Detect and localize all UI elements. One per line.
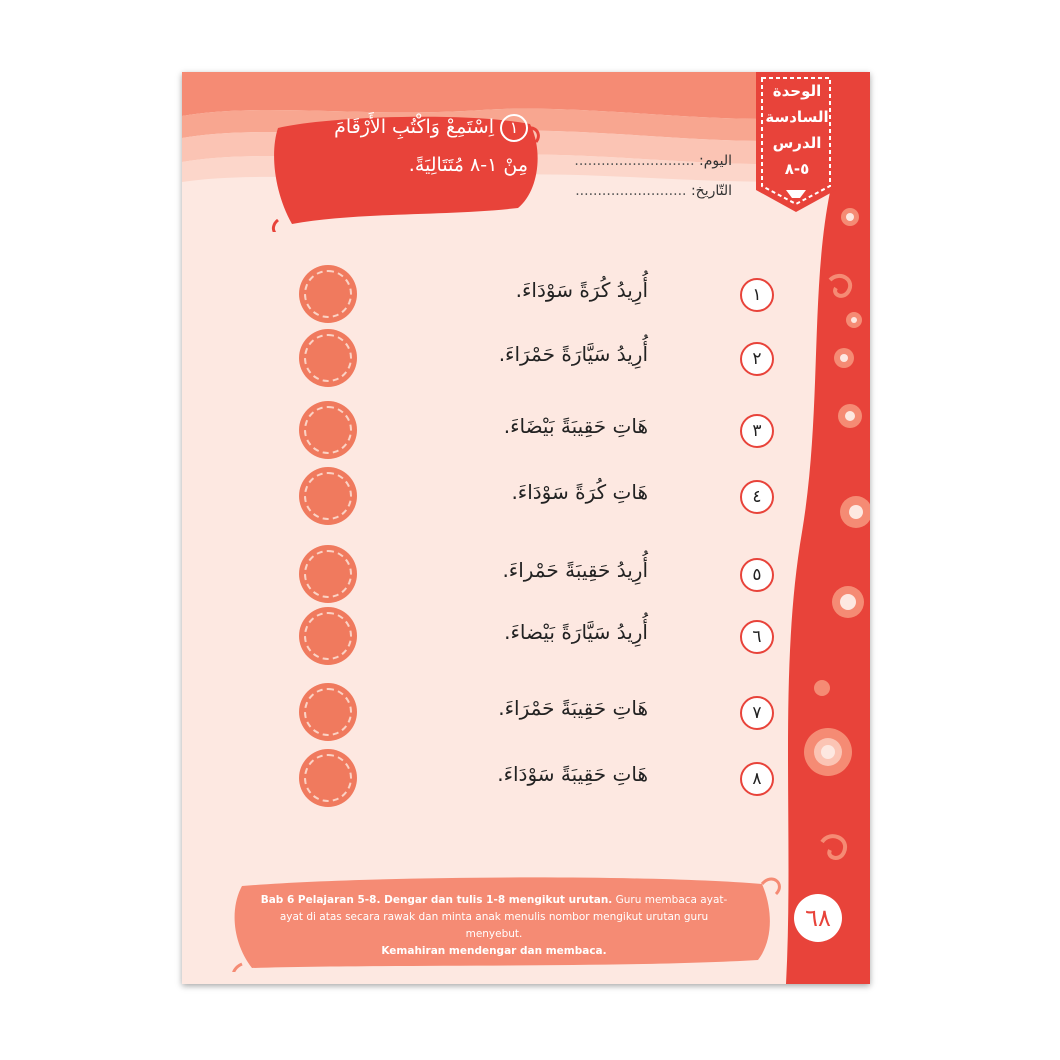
row-number: ١	[740, 278, 774, 312]
exercise-title-line1: اِسْتَمِعْ وَاكْتُبِ الأَرْقَامَ	[334, 116, 494, 138]
row-number: ٥	[740, 558, 774, 592]
sentence-row	[182, 544, 870, 604]
date-fields	[552, 146, 732, 206]
sentence-row	[182, 748, 870, 808]
row-number: ٢	[740, 342, 774, 376]
sentence-row	[182, 466, 870, 526]
sentence-text: هَاتِ حَقِيبَةً سَوْدَاءَ.	[497, 762, 648, 786]
sentence-text: أُرِيدُ سَيَّارَةً حَمْرَاءَ.	[498, 342, 648, 366]
row-number: ٧	[740, 696, 774, 730]
unit-number: السادسة	[765, 108, 829, 126]
answer-circle[interactable]	[300, 608, 356, 664]
unit-tag-text	[758, 78, 836, 206]
date-field[interactable]: .........................	[575, 183, 687, 199]
page-number: ٦٨	[794, 894, 842, 942]
row-number: ٦	[740, 620, 774, 654]
row-number: ٤	[740, 480, 774, 514]
answer-circle[interactable]	[300, 402, 356, 458]
date-label: التّاريخ:	[690, 183, 732, 199]
day-label: اليوم:	[699, 153, 732, 169]
answer-circle[interactable]	[300, 546, 356, 602]
answer-circle[interactable]	[300, 750, 356, 806]
sentence-text: هَاتِ حَقِيبَةً حَمْرَاءَ.	[498, 696, 648, 720]
sentence-text: أُرِيدُ حَقِيبَةً حَمْراءَ.	[502, 558, 648, 582]
lesson-label: الدرس ٥-٨	[772, 134, 822, 178]
teacher-note-body: Guru membaca ayat-ayat di atas secara rawak dan minta anak menulis nombor mengikut urutan guru menyebut.	[279, 894, 728, 940]
sentence-row	[182, 400, 870, 460]
row-number: ٣	[740, 414, 774, 448]
sentence-text: هَاتِ حَقِيبَةً بَيْضَاءَ.	[503, 414, 648, 438]
answer-circle[interactable]	[300, 468, 356, 524]
worksheet-page	[182, 72, 870, 984]
answer-circle[interactable]	[300, 330, 356, 386]
day-field[interactable]: ...........................	[574, 153, 695, 169]
row-number: ٨	[740, 762, 774, 796]
answer-circle[interactable]	[300, 684, 356, 740]
teacher-note-heading: Bab 6 Pelajaran 5-8. Dengar dan tulis 1-8 mengikut urutan.	[260, 894, 613, 906]
teacher-note-skill: Kemahiran mendengar dan membaca.	[381, 945, 607, 957]
exercise-number: ١	[500, 114, 528, 142]
unit-label: الوحدة	[772, 82, 822, 100]
sentence-row	[182, 606, 870, 666]
teacher-note	[254, 892, 734, 960]
exercise-title-line2: مِنْ ١-٨ مُتَتَالِيَةً.	[408, 154, 528, 176]
answer-circle[interactable]	[300, 266, 356, 322]
sentence-text: هَاتِ كُرَةً سَوْدَاءَ.	[511, 480, 648, 504]
sentence-row	[182, 682, 870, 742]
sentence-row	[182, 264, 870, 324]
sentence-text: أُرِيدُ سَيَّارَةً بَيْضاءَ.	[504, 620, 648, 644]
sentence-text: أُرِيدُ كُرَةً سَوْدَاءَ.	[515, 278, 648, 302]
exercise-title	[272, 108, 528, 184]
sentence-row	[182, 328, 870, 388]
